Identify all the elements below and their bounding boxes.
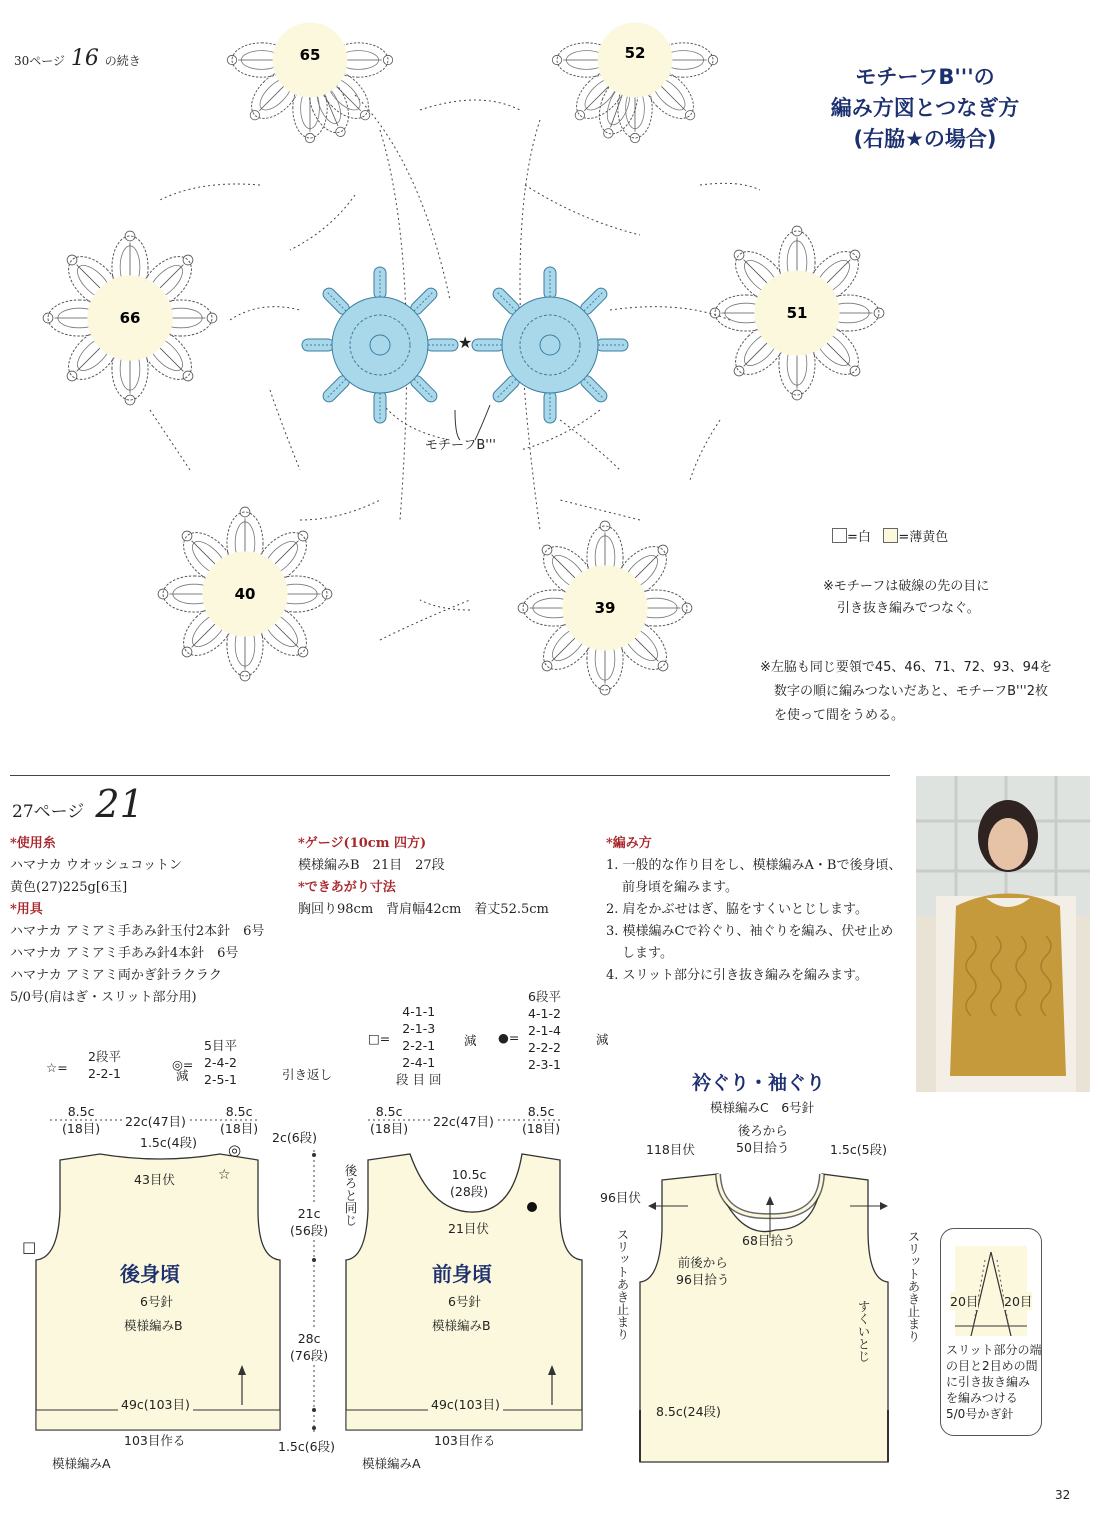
motif-65	[227, 23, 392, 143]
front-rib: 模様編みA	[362, 1456, 421, 1471]
star-marker: ★	[458, 333, 473, 352]
star-row-2: 2-2-1	[88, 1066, 121, 1081]
slit-detail-text	[946, 1342, 1042, 1422]
gauge-size-column	[298, 833, 549, 921]
back-shoulder-right-st: (18目)	[220, 1121, 259, 1136]
star-shaping-label: ☆=	[46, 1060, 68, 1075]
front-neck-depth-r: (28段)	[450, 1184, 489, 1199]
note-left-line3: を使って間をうめる。	[774, 708, 905, 723]
motif-b-right	[472, 267, 628, 423]
back-rib: 模様編みA	[52, 1456, 111, 1471]
edging-title: 衿ぐり・袖ぐり	[692, 1072, 826, 1094]
edging-back-pick	[736, 1122, 789, 1156]
star-shaping-suffix: 減	[176, 1068, 189, 1083]
edging-back-pick-2: 50目拾う	[736, 1140, 790, 1155]
front-shoulder-right-c: 8.5c	[527, 1104, 555, 1119]
yarn-line1: ハマナカ ウオッシュコットン	[10, 858, 182, 873]
motif-b-label: モチーフB'''	[425, 438, 496, 453]
square-row-3: 2-2-1	[402, 1038, 436, 1053]
motif-num-52: 52	[624, 44, 646, 62]
front-cast-on: 103目作る	[434, 1433, 496, 1448]
note-left-side	[760, 656, 1052, 728]
dot-shaping-suffix: 減	[596, 1032, 609, 1047]
motif-num-40: 40	[234, 585, 256, 603]
edging-slit-length: 8.5c(24段)	[656, 1404, 721, 1419]
front-shoulder-left-c: 8.5c	[375, 1104, 403, 1119]
slit-text-1: スリット部分の端	[946, 1343, 1042, 1357]
note-left-line1: ※左脇も同じ要領で45、46、71、72、93、94を	[760, 660, 1053, 675]
pattern-page-ref	[12, 782, 144, 826]
back-shoulder-left-c: 8.5c	[67, 1104, 95, 1119]
tools-line2: ハマナカ アミアミ手あみ針4本針 6号	[10, 946, 239, 961]
vert-low-c: 28c	[297, 1331, 321, 1346]
dot-row-3: 2-1-4	[528, 1023, 561, 1038]
legend-white: =白	[847, 530, 871, 545]
edging-slit-left: スリットあき止まり	[615, 1228, 630, 1341]
front-shoulder-right-st: (18目)	[522, 1121, 561, 1136]
edging-shoulder: 1.5c(5段)	[830, 1142, 887, 1157]
yarn-line2: 黄色(27)225g[6玉]	[10, 880, 128, 895]
tools-line4: 5/0号(肩はぎ・スリット部分用)	[10, 990, 197, 1005]
dot-shaping-label: ●=	[498, 1030, 520, 1045]
motif-num-39: 39	[594, 599, 616, 617]
circle-row-2: 2-4-2	[204, 1055, 237, 1070]
edging-armhole-pick-2: 96目拾う	[676, 1272, 730, 1287]
back-square-mark: □	[22, 1238, 37, 1256]
pattern-ref-prefix: 27ページ	[12, 802, 85, 822]
size-value: 胸回り98cm 背肩幅42cm 着丈52.5cm	[298, 902, 549, 917]
slit-text-3: に引き抜き編み	[946, 1375, 1031, 1389]
dot-row-4: 2-2-2	[528, 1040, 561, 1055]
continued-num: 16	[70, 46, 99, 71]
front-neck-depth	[450, 1166, 488, 1200]
back-title: 後身頃	[120, 1262, 180, 1286]
model-photo	[916, 776, 1090, 1092]
edging-neck-bo: 96目伏	[600, 1190, 641, 1205]
tools-heading: *用具	[10, 902, 43, 917]
legend-white-swatch	[832, 528, 847, 543]
motif-52	[552, 23, 717, 144]
pattern-ref-num: 21	[95, 782, 144, 826]
yarn-heading: *使用糸	[10, 836, 56, 851]
method-step-1a: 1. 一般的な作り目をし、模様編みA・Bで後身頃、	[606, 858, 902, 873]
motif-title-line2: 編み方図とつなぎ方	[830, 96, 1020, 120]
slit-text-4: を編みつける	[946, 1391, 1018, 1405]
gauge-value: 模様編みB 21目 27段	[298, 858, 445, 873]
back-neck-depth: 1.5c(4段)	[140, 1135, 197, 1150]
vert-low-r: (76段)	[290, 1348, 329, 1363]
size-heading: *できあがり寸法	[298, 880, 396, 895]
page-number: 32	[1055, 1488, 1071, 1502]
front-neck-width: 22c(47目)	[430, 1112, 497, 1130]
motif-title-line3: (右脇★の場合)	[853, 127, 997, 151]
back-shoulder-right-c: 8.5c	[225, 1104, 253, 1119]
star-row-1: 2段平	[88, 1049, 121, 1064]
legend-yellow-swatch	[883, 528, 898, 543]
motif-num-66: 66	[119, 309, 141, 327]
edging-armhole-pick-1: 前後から	[677, 1255, 728, 1270]
back-neck-width: 22c(47目)	[122, 1112, 189, 1130]
motif-num-65: 65	[299, 46, 321, 64]
back-shoulder-right	[220, 1103, 258, 1137]
front-width: 49c(103目)	[428, 1395, 503, 1413]
edging-back-pick-1: 後ろから	[737, 1123, 788, 1138]
front-stitch: 模様編みB	[432, 1318, 491, 1333]
slit-right-count: 20目	[1004, 1294, 1033, 1309]
square-shaping-label: □=	[368, 1031, 391, 1046]
vert-bottom: 1.5c(6段)	[278, 1439, 335, 1454]
method-step-4: 4. スリット部分に引き抜き編みを編みます。	[606, 968, 868, 983]
front-shoulder-left	[370, 1103, 408, 1137]
motif-num-51: 51	[786, 304, 808, 322]
motif-title-line1: モチーフB'''の	[855, 65, 995, 89]
continued-prefix: 30ページ	[14, 54, 66, 68]
back-star-mark: ☆	[218, 1167, 231, 1183]
slit-text-2: の目と2目めの間	[946, 1359, 1038, 1373]
note-left-line2: 数字の順に編みつないだあと、モチーフB'''2枚	[774, 684, 1049, 699]
front-title: 前身頃	[432, 1262, 492, 1286]
vert-mid-c: 21c	[297, 1206, 321, 1221]
back-circle-mark: ◎	[228, 1141, 242, 1159]
circle-shaping-suffix: 引き返し	[282, 1067, 333, 1082]
dot-row-5: 2-3-1	[528, 1057, 561, 1072]
square-shaping-suffix: 減	[464, 1033, 477, 1048]
front-needle: 6号針	[448, 1294, 481, 1309]
legend-yellow: =薄黄色	[898, 530, 949, 545]
circle-row-3: 2-5-1	[204, 1072, 237, 1087]
edging-armhole-pick	[676, 1254, 729, 1288]
note-join	[823, 576, 989, 620]
method-step-3b: します。	[622, 946, 673, 961]
dot-row-2: 4-1-2	[528, 1006, 561, 1021]
square-row-1: 4-1-1	[402, 1004, 436, 1019]
method-step-2: 2. 肩をかぶせはぎ、脇をすくいとじします。	[606, 902, 868, 917]
front-same-as-back: 後ろと同じ	[343, 1164, 358, 1227]
note-join-line1: ※モチーフは破線の先の目に	[823, 579, 990, 594]
vert-mid-r: (56段)	[290, 1223, 329, 1238]
back-shoulder-left	[62, 1103, 100, 1137]
back-bind-off: 43目伏	[134, 1172, 175, 1187]
slit-left-count: 20目	[950, 1294, 979, 1309]
color-legend	[832, 526, 948, 545]
vert-top: 2c(6段)	[272, 1130, 318, 1145]
circle-shaping-label: ◎=	[172, 1057, 194, 1072]
tools-line3: ハマナカ アミアミ両かぎ針ラクラク	[10, 968, 222, 983]
front-shoulder-left-st: (18目)	[370, 1121, 409, 1136]
square-row-legend: 段 目 回	[396, 1072, 442, 1087]
gauge-heading: *ゲージ(10cm 四方)	[298, 836, 427, 851]
back-width: 49c(103目)	[118, 1395, 193, 1413]
edging-seam: すくいとじ	[856, 1300, 871, 1363]
dot-row-1: 6段平	[528, 989, 561, 1004]
tools-line1: ハマナカ アミアミ手あみ針玉付2本針 6号	[10, 924, 265, 939]
front-bind-off: 21目伏	[448, 1221, 489, 1236]
back-shoulder-left-st: (18目)	[62, 1121, 101, 1136]
circle-row-1: 5目平	[204, 1038, 237, 1053]
note-join-line2: 引き抜き編みでつなぐ。	[837, 601, 980, 616]
square-row-2: 2-1-3	[402, 1021, 436, 1036]
square-row-4: 2-4-1	[402, 1055, 436, 1070]
slit-detail-drawing	[955, 1246, 1027, 1336]
edging-front-pick: 68目拾う	[742, 1233, 796, 1248]
back-cast-on: 103目作る	[124, 1433, 186, 1448]
vert-low	[290, 1330, 328, 1364]
front-neck-depth-c: 10.5c	[451, 1167, 487, 1182]
edging-stitch: 模様編みC 6号針	[710, 1100, 815, 1115]
yarn-tools-column	[10, 833, 264, 1009]
back-needle: 6号針	[140, 1294, 173, 1309]
method-column	[606, 833, 901, 987]
edging-armhole-bo: 118目伏	[646, 1142, 695, 1157]
back-stitch: 模様編みB	[124, 1318, 183, 1333]
vert-mid	[290, 1205, 328, 1239]
section-divider	[10, 775, 890, 776]
method-heading: *編み方	[606, 836, 652, 851]
method-step-1b: 前身頃を編みます。	[622, 880, 738, 895]
front-shoulder-right	[522, 1103, 560, 1137]
continued-suffix: の続き	[104, 54, 141, 68]
edging-slit-right: スリットあき止まり	[906, 1230, 921, 1343]
method-step-3a: 3. 模様編みCで衿ぐり、袖ぐりを編み、伏せ止め	[606, 924, 894, 939]
slit-text-5: 5/0号かぎ針	[946, 1407, 1014, 1421]
motif-b-left	[302, 267, 458, 423]
